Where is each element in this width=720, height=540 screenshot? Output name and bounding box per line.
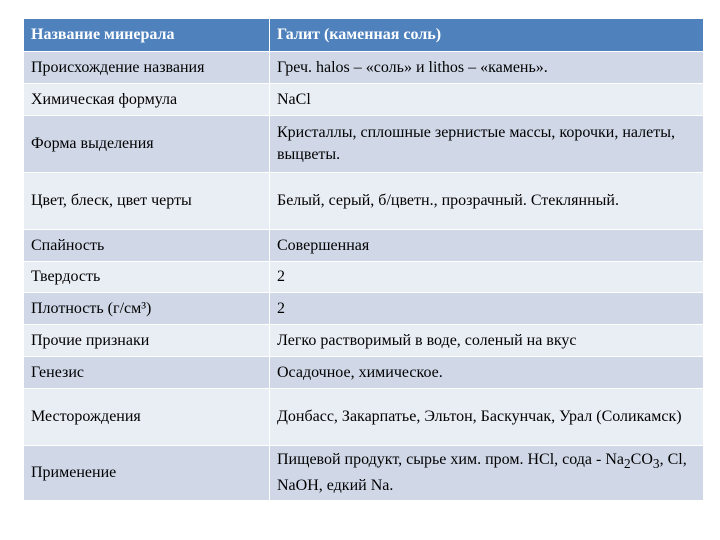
row-value: Греч. halos – «соль» и lithos – «камень». (270, 52, 704, 84)
formula-text: Пищевой продукт, сырье хим. пром. HCl, сода - Na (277, 450, 624, 468)
table-row (24, 389, 704, 446)
row-label: Спайность (24, 230, 270, 262)
row-label: Происхождение названия (24, 52, 270, 84)
row-label: Форма выделения (24, 116, 270, 173)
row-label: Цвет, блеск, цвет черты (24, 173, 270, 230)
header-cell-value: Галит (каменная соль) (270, 19, 704, 52)
header-cell-label: Название минерала (24, 19, 270, 52)
row-label: Плотность (г/см³) (24, 293, 270, 325)
table-header-row (24, 19, 704, 52)
row-label: Прочие признаки (24, 325, 270, 357)
table-row (24, 230, 704, 262)
table-row (24, 357, 704, 389)
row-value: 2 (270, 293, 704, 325)
formula-text: , Cl, NaOH, едкий Na. (277, 450, 687, 495)
row-value: Совершенная (270, 230, 704, 262)
table-row (24, 325, 704, 357)
table-row (24, 84, 704, 116)
table-row (24, 262, 704, 293)
mineral-table-container (23, 18, 703, 501)
row-value: Осадочное, химическое. (270, 357, 704, 389)
row-value: Кристаллы, сплошные зернистые массы, корочки, налеты, выцветы. (270, 116, 704, 173)
row-label: Месторождения (24, 389, 270, 446)
row-label: Химическая формула (24, 84, 270, 116)
table-row (24, 52, 704, 84)
table-row (24, 293, 704, 325)
table-row (24, 116, 704, 173)
formula-subscript: 2 (624, 456, 631, 472)
row-value: Белый, серый, б/цветн., прозрачный. Стеклянный. (270, 173, 704, 230)
formula-subscript: 3 (652, 456, 660, 472)
row-label: Твердость (24, 262, 270, 293)
formula-text: CO (630, 450, 653, 468)
mineral-table (23, 18, 704, 501)
row-value (270, 446, 704, 501)
row-value: Легко растворимый в воде, соленый на вкус (270, 325, 704, 357)
row-label: Применение (24, 446, 270, 501)
table-row (24, 446, 704, 501)
row-value: Донбасс, Закарпатье, Эльтон, Баскунчак, Урал (Соликамск) (270, 389, 704, 446)
row-value: 2 (270, 262, 704, 293)
row-label: Генезис (24, 357, 270, 389)
table-row (24, 173, 704, 230)
row-value: NaCl (270, 84, 704, 116)
